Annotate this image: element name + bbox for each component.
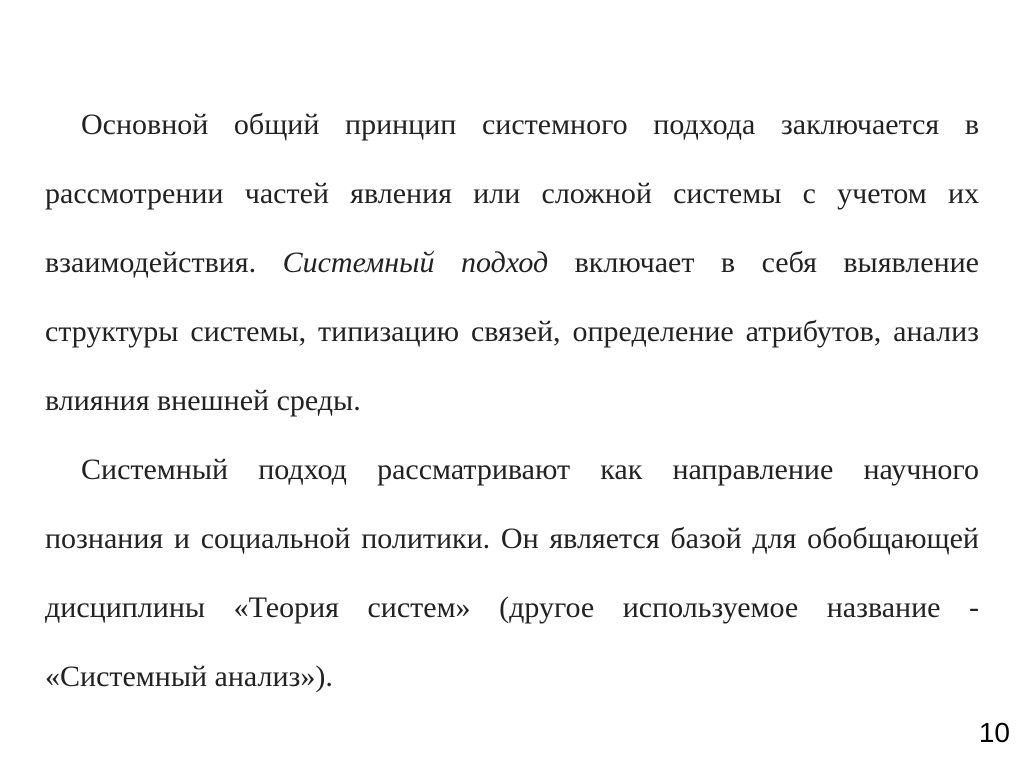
paragraph-1-tail: включает в себя выявление структуры системы, типизацию связей, определение атрибутов, анализ влияния внешней среды. xyxy=(45,246,979,417)
paragraph-2: Системный подход рассматривают как направление научного познания и социальной политики. Он является базой для обобщающей дисциплины «Теория систем» (другое используемое название - «Системный анализ»). xyxy=(45,453,979,693)
paragraph-1-lead: Основной общий принцип системного подхода заключается в рассмотрении частей явления или сложной системы с учетом их взаимодействия. xyxy=(45,108,979,279)
page-number: 10 xyxy=(978,717,1010,748)
paragraph-1 xyxy=(45,90,979,435)
slide-body-text xyxy=(45,90,979,711)
paragraph-1-emphasis: Системный подход xyxy=(282,246,549,279)
